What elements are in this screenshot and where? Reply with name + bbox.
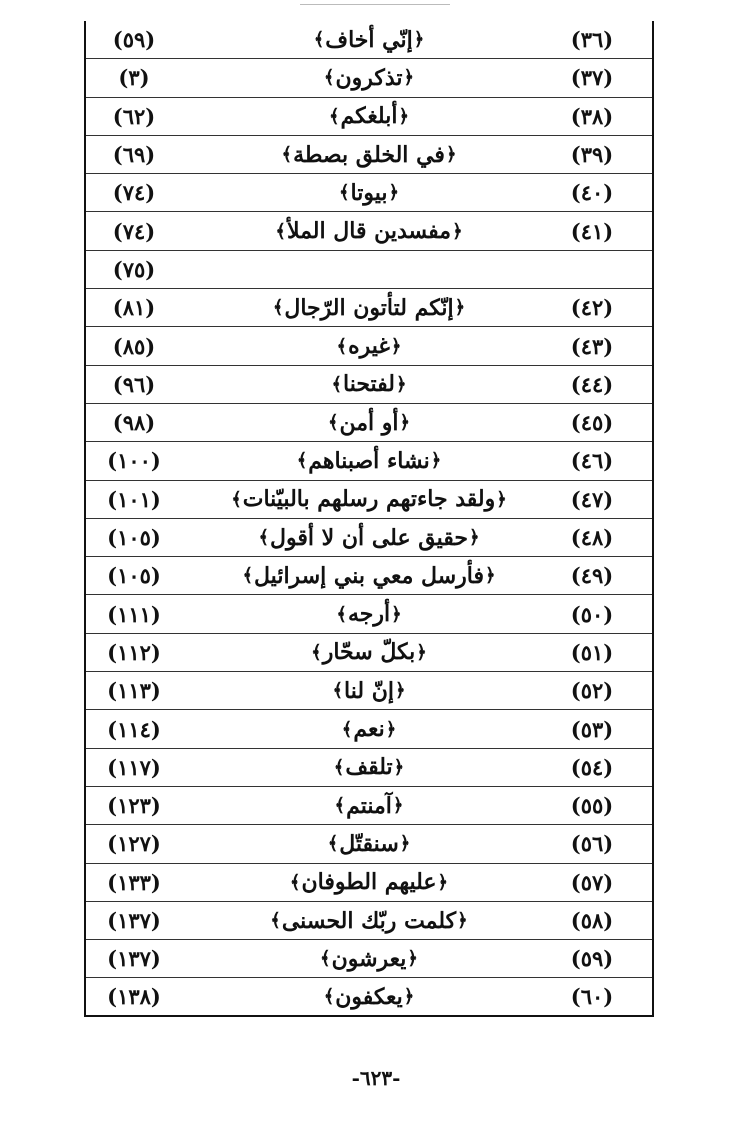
- verse-reference: (٦٢): [112, 103, 156, 129]
- quranic-phrase: [196, 940, 542, 977]
- phrase-text: كلمت ربّك الحسنى: [281, 907, 457, 934]
- verse-reference: (٦٩): [112, 142, 156, 168]
- quranic-phrase: [196, 481, 542, 518]
- entry-number: (٤٧): [570, 486, 614, 512]
- close-bracket: ﴾: [272, 297, 284, 319]
- open-bracket: ﴿: [395, 680, 406, 702]
- phrase-text: تذكرون: [335, 64, 403, 91]
- entry-number: (٥٩): [570, 946, 614, 972]
- quranic-phrase: [196, 710, 542, 747]
- close-bracket: ﴾: [242, 565, 254, 587]
- table-row: [86, 672, 652, 710]
- phrase-text: نشاء أصبناهم: [308, 447, 430, 474]
- phrase-text: عليهم الطوفان: [301, 869, 437, 896]
- open-bracket: ﴿: [430, 450, 442, 472]
- close-bracket: ﴾: [332, 680, 344, 702]
- entry-number: (٣٩): [570, 142, 614, 168]
- close-bracket: ﴾: [333, 756, 345, 778]
- open-bracket: ﴿: [403, 986, 415, 1008]
- open-bracket: ﴿: [403, 67, 415, 89]
- page-number: -٦٢٣-: [351, 1066, 401, 1090]
- quranic-phrase: [196, 634, 542, 671]
- phrase-text: غيره: [348, 333, 390, 360]
- table-row: [86, 366, 652, 404]
- open-bracket: ﴿: [391, 603, 402, 625]
- entry-number: (٥١): [570, 639, 614, 665]
- phrase-text: لفتحنا: [343, 371, 396, 398]
- close-bracket: ﴾: [323, 986, 335, 1008]
- open-bracket: ﴿: [468, 527, 480, 549]
- entry-number: (٥٧): [570, 869, 614, 895]
- verse-reference: (١٣٧): [107, 908, 161, 934]
- quranic-phrase: [196, 825, 542, 862]
- table-row: [86, 213, 652, 251]
- table-row: [86, 710, 652, 748]
- table-row: [86, 404, 652, 442]
- verse-reference: (٩٨): [112, 410, 156, 436]
- verse-reference: (١٠١): [107, 486, 161, 512]
- quranic-phrase: [196, 442, 542, 479]
- phrase-text: في الخلق بصطة: [293, 141, 445, 168]
- close-bracket: ﴾: [338, 182, 350, 204]
- table-row: [86, 481, 652, 519]
- quranic-phrase: [196, 98, 542, 135]
- entry-number: (٤١): [570, 218, 614, 244]
- verse-reference: (١٢٣): [107, 793, 161, 819]
- close-bracket: ﴾: [334, 795, 346, 817]
- phrase-text: حقيق على أن لا أقول: [270, 524, 468, 551]
- open-bracket: ﴿: [399, 412, 411, 434]
- close-bracket: ﴾: [258, 527, 270, 549]
- close-bracket: ﴾: [320, 948, 331, 970]
- open-bracket: ﴿: [407, 948, 418, 970]
- phrase-text: مفسدين قال الملأ: [286, 218, 452, 245]
- table-row: [86, 519, 652, 557]
- close-bracket: ﴾: [336, 603, 347, 625]
- open-bracket: ﴿: [398, 105, 410, 127]
- phrase-text: تلقف: [345, 754, 393, 781]
- close-bracket: ﴾: [327, 833, 339, 855]
- phrase-text: إنّكم لتأتون الرّجال: [284, 294, 454, 321]
- entry-number: (٤٩): [570, 563, 614, 589]
- entry-number: (٥٨): [570, 908, 614, 934]
- phrase-text: سنقتّل: [339, 830, 399, 857]
- table-row: [86, 251, 652, 289]
- quranic-phrase: [196, 902, 542, 939]
- open-bracket: ﴿: [416, 641, 427, 663]
- quranic-phrase: [196, 787, 542, 824]
- quranic-phrase: [196, 749, 542, 786]
- verse-reference: (٨١): [112, 295, 156, 321]
- verse-reference: (٧٤): [112, 180, 156, 206]
- close-bracket: ﴾: [296, 450, 308, 472]
- quranic-phrase: [196, 251, 542, 288]
- verse-reference: (٨٥): [112, 333, 156, 359]
- quranic-phrase: [196, 404, 542, 441]
- table-row: [86, 21, 652, 59]
- quranic-phrase: [196, 979, 542, 1015]
- phrase-text: أرجه: [347, 601, 391, 628]
- entry-number: (٦٠): [570, 984, 614, 1010]
- entry-number: (٥٣): [570, 716, 614, 742]
- entry-number: (٤٥): [570, 410, 614, 436]
- verse-reference: (١١٧): [107, 754, 161, 780]
- open-bracket: ﴿: [399, 833, 411, 855]
- phrase-text: بكلّ سحّار: [322, 639, 416, 666]
- table-row: [86, 174, 652, 212]
- verse-reference: (١٣٧): [107, 946, 161, 972]
- entry-number: (٤٢): [570, 295, 614, 321]
- quranic-phrase: [196, 327, 542, 364]
- table-row: [86, 634, 652, 672]
- phrase-text: أبلغكم: [340, 103, 398, 130]
- verse-reference: (١١٢): [107, 639, 161, 665]
- table-row: [86, 59, 652, 97]
- entry-number: (٤٦): [570, 448, 614, 474]
- open-bracket: ﴿: [437, 871, 449, 893]
- entry-number: (٥٦): [570, 831, 614, 857]
- entry-number: (٤٤): [570, 371, 614, 397]
- close-bracket: ﴾: [311, 641, 322, 663]
- open-bracket: ﴿: [396, 373, 407, 395]
- phrase-text: أو أمن: [339, 409, 399, 436]
- open-bracket: ﴿: [484, 565, 496, 587]
- entry-number: (٤٣): [570, 333, 614, 359]
- entry-number: (٤٨): [570, 525, 614, 551]
- entry-number: (٣٨): [570, 103, 614, 129]
- phrase-text: بيوتا: [350, 179, 388, 206]
- quranic-phrase: [196, 557, 542, 594]
- verse-reference: (١٢٧): [107, 831, 161, 857]
- quranic-phrase: [196, 21, 542, 58]
- quranic-phrase: [196, 596, 542, 633]
- close-bracket: ﴾: [275, 220, 286, 242]
- phrase-text: فأرسل معي بني إسرائيل: [254, 562, 484, 589]
- close-bracket: ﴾: [331, 373, 342, 395]
- open-bracket: ﴿: [413, 29, 425, 51]
- quranic-phrase: [196, 213, 542, 250]
- verse-reference: (٧٥): [112, 256, 156, 282]
- verse-reference: (٧٤): [112, 218, 156, 244]
- verse-reference: (١٣٨): [107, 984, 161, 1010]
- table-row: [86, 596, 652, 634]
- quranic-phrase: [196, 136, 542, 173]
- table-row: [86, 864, 652, 902]
- open-bracket: ﴿: [496, 488, 507, 510]
- entry-number: [552, 251, 632, 288]
- verse-reference: (١٠٥): [107, 525, 161, 551]
- table-row: [86, 98, 652, 136]
- verse-reference: (١٠٥): [107, 563, 161, 589]
- open-bracket: ﴿: [390, 335, 402, 357]
- phrase-text: إنّي أخاف: [325, 26, 413, 53]
- verse-reference: (١١٣): [107, 678, 161, 704]
- table-row: [86, 979, 652, 1017]
- phrase-text: يعرشون: [331, 945, 407, 972]
- quranic-phrase: [196, 366, 542, 403]
- table-row: [86, 902, 652, 940]
- entry-number: (٥٥): [570, 793, 614, 819]
- close-bracket: ﴾: [341, 718, 353, 740]
- open-bracket: ﴿: [445, 144, 457, 166]
- open-bracket: ﴿: [393, 756, 405, 778]
- table-row: [86, 442, 652, 480]
- close-bracket: ﴾: [336, 335, 348, 357]
- close-bracket: ﴾: [328, 105, 340, 127]
- entry-number: (٤٠): [570, 180, 614, 206]
- verse-reference: (٩٦): [112, 371, 156, 397]
- table-row: [86, 289, 652, 327]
- entry-number: (٣٧): [570, 65, 614, 91]
- open-bracket: ﴿: [392, 795, 404, 817]
- open-bracket: ﴿: [454, 297, 466, 319]
- close-bracket: ﴾: [327, 412, 339, 434]
- quranic-phrase: [196, 672, 542, 709]
- close-bracket: ﴾: [270, 910, 281, 932]
- quranic-phrase: [196, 519, 542, 556]
- table-row: [86, 557, 652, 595]
- open-bracket: ﴿: [385, 718, 397, 740]
- phrase-text: آمنتم: [346, 792, 392, 819]
- table-row: [86, 940, 652, 978]
- phrase-text: يعكفون: [335, 983, 403, 1010]
- close-bracket: ﴾: [231, 488, 242, 510]
- open-bracket: ﴿: [388, 182, 400, 204]
- verse-reference: (١١١): [107, 601, 161, 627]
- quranic-phrase: [196, 174, 542, 211]
- close-bracket: ﴾: [313, 29, 325, 51]
- table-row: [86, 787, 652, 825]
- verse-reference: (١١٤): [107, 716, 161, 742]
- index-table: [84, 21, 654, 1017]
- table-row: [86, 825, 652, 863]
- entry-number: (٥٢): [570, 678, 614, 704]
- quranic-phrase: [196, 289, 542, 326]
- open-bracket: ﴿: [457, 910, 468, 932]
- phrase-text: ولقد جاءتهم رسلهم بالبيّنات: [242, 486, 496, 513]
- close-bracket: ﴾: [323, 67, 335, 89]
- verse-reference: (٥٩): [112, 27, 156, 53]
- entry-number: (٥٠): [570, 601, 614, 627]
- verse-reference: (١٣٣): [107, 869, 161, 895]
- open-bracket: ﴿: [452, 220, 463, 242]
- table-row: [86, 327, 652, 365]
- close-bracket: ﴾: [281, 144, 293, 166]
- entry-number: (٣٦): [570, 27, 614, 53]
- entry-number: (٥٤): [570, 754, 614, 780]
- quranic-phrase: [196, 59, 542, 96]
- table-row: [86, 136, 652, 174]
- quranic-phrase: [196, 864, 542, 901]
- phrase-text: إنّ لنا: [344, 677, 394, 704]
- phrase-text: نعم: [353, 716, 385, 743]
- table-row: [86, 749, 652, 787]
- verse-reference: (١٠٠): [107, 448, 161, 474]
- top-rule: [300, 4, 450, 5]
- verse-reference: (٣): [118, 65, 150, 91]
- close-bracket: ﴾: [289, 871, 301, 893]
